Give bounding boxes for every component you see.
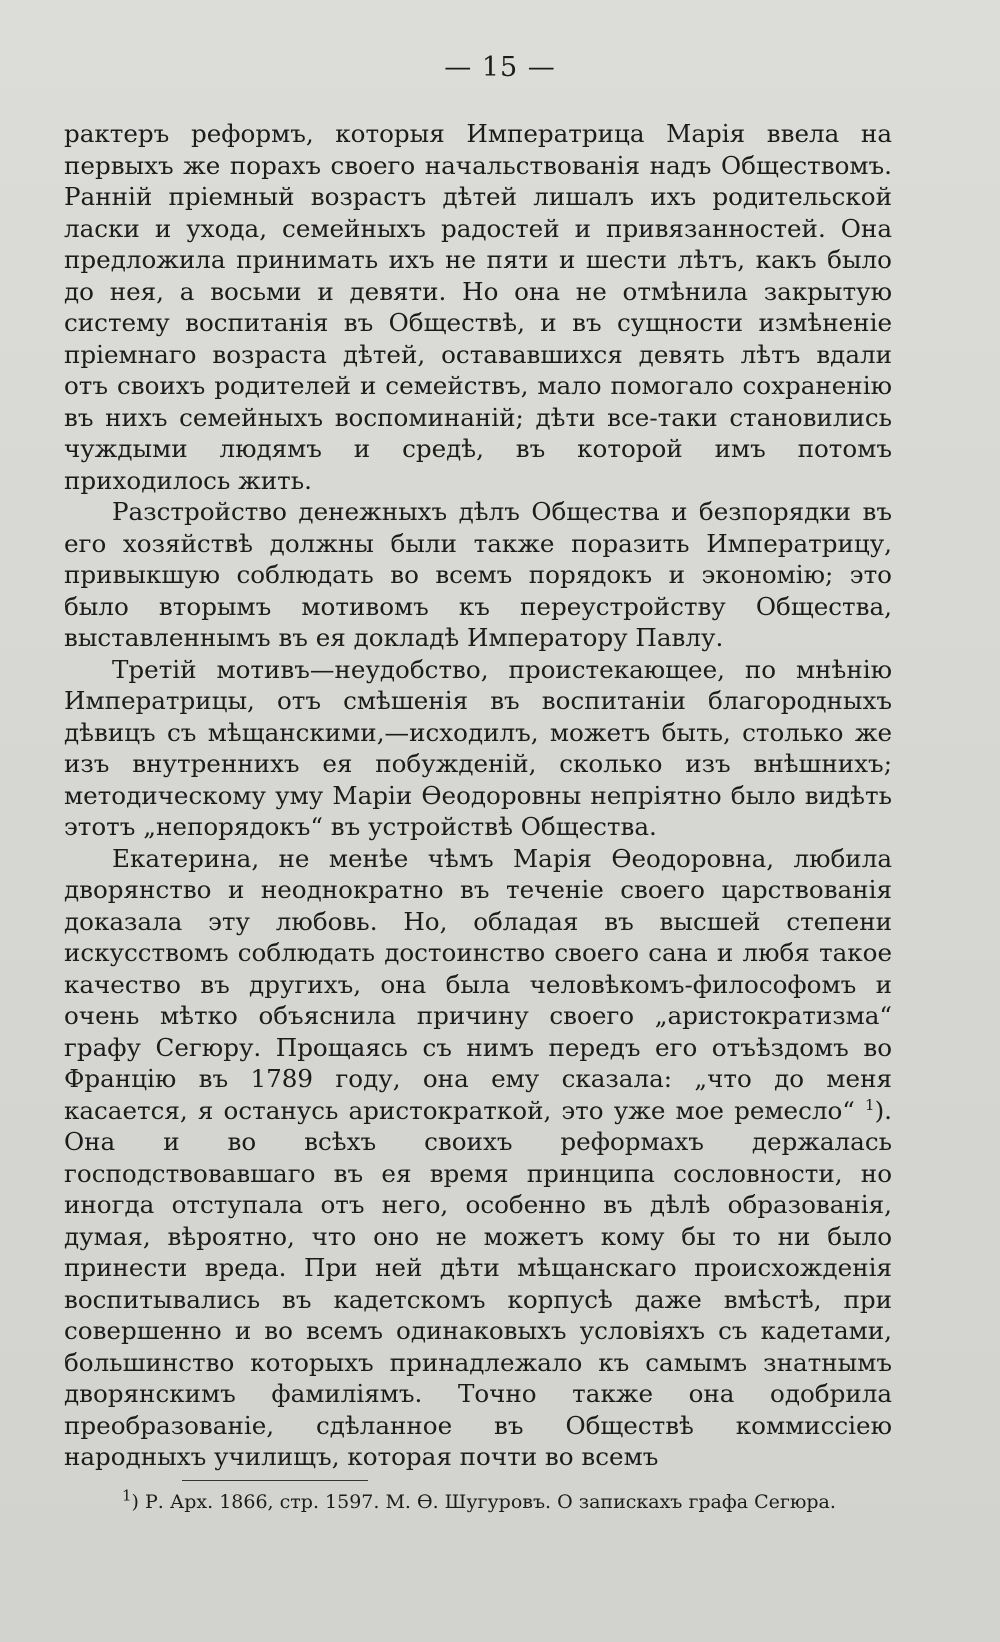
footnote-text: ) Р. Арх. 1866, стр. 1597. М. Ѳ. Шугуровъ. О запискахъ графа Сегюра. (131, 1491, 836, 1513)
paragraph-2: Разстройство денежныхъ дѣлъ Общества и безпорядки въ его хозяйствѣ должны были также поразить Императрицу, привыкшую соблюдать во всемъ порядокъ и экономію; это было вторымъ мотивомъ къ переустройству Общества, выставленнымъ въ ея докладѣ Императору Павлу. (64, 497, 892, 652)
paragraph-4 (64, 843, 892, 1473)
footnote (122, 1486, 922, 1515)
body-text (64, 118, 892, 1473)
footnote-reference-marker: 1 (865, 1095, 875, 1114)
footnote-divider (182, 1480, 368, 1481)
paragraph-1: рактеръ реформъ, которыя Императрица Марія ввела на первыхъ же порахъ своего начальствованія надъ Обществомъ. Ранній пріемный возрастъ дѣтей лишалъ ихъ родительской ласки и ухода, семейныхъ радостей и привязанностей. Она предложила принимать ихъ не пяти и шести лѣтъ, какъ было до нея, а восьми и девяти. Но она не отмѣнила закрытую систему воспитанія въ Обществѣ, и въ сущности измѣненіе пріемнаго возраста дѣтей, остававшихся девять лѣтъ вдали отъ своихъ родителей и семействъ, мало помогало сохраненію въ нихъ семейныхъ воспоминаній; дѣти все-таки становились чуждыми людямъ и средѣ, въ которой имъ потомъ приходилось жить. (64, 119, 892, 495)
footnote-marker: 1 (122, 1486, 132, 1505)
paragraph-4-part-2: ). Она и во всѣхъ своихъ реформахъ держалась господствовавшаго въ ея время принципа сословности, но иногда отступала отъ него, особенно въ дѣлѣ образованія, думая, вѣроятно, что оно не можетъ кому бы то ни было принести вреда. При ней дѣти мѣщанскаго происхожденія воспитывались въ кадетскомъ корпусѣ даже вмѣстѣ, при совершенно и во всемъ одинаковыхъ условіяхъ съ кадетами, большинство которыхъ принадлежало къ самымъ знатнымъ дворянскимъ фамиліямъ. Точно также она одобрила преобразованіе, сдѣланное въ Обществѣ коммиссіею народныхъ училищъ, которая почти во всемъ (64, 1095, 892, 1471)
page-number: — 15 — (444, 52, 556, 83)
paragraph-4-part-1: Екатерина, не менѣе чѣмъ Марія Ѳеодоровна, любила дворянство и неоднократно въ теченіе своего царствованія доказала эту любовь. Но, обладая въ высшей степени искусствомъ соблюдать достоинство своего сана и любя такое качество въ другихъ, она была человѣкомъ-философомъ и очень мѣтко объяснила причину своего „аристократизма“ графу Сегюру. Прощаясь съ нимъ передъ его отъѣздомъ во Францію въ 1789 году, она ему сказала: „что до меня касается, я останусь аристократкой, это уже мое ремесло“ (64, 843, 892, 1125)
paragraph-3: Третій мотивъ—неудобство, проистекающее, по мнѣнію Императрицы, отъ смѣшенія въ воспитаніи благородныхъ дѣвицъ съ мѣщанскими,—исходилъ, можетъ быть, столько же изъ внутреннихъ ея побужденій, сколько изъ внѣшнихъ; методическому уму Маріи Ѳеодоровны непріятно было видѣть этотъ „непорядокъ“ въ устройствѣ Общества. (64, 654, 892, 841)
